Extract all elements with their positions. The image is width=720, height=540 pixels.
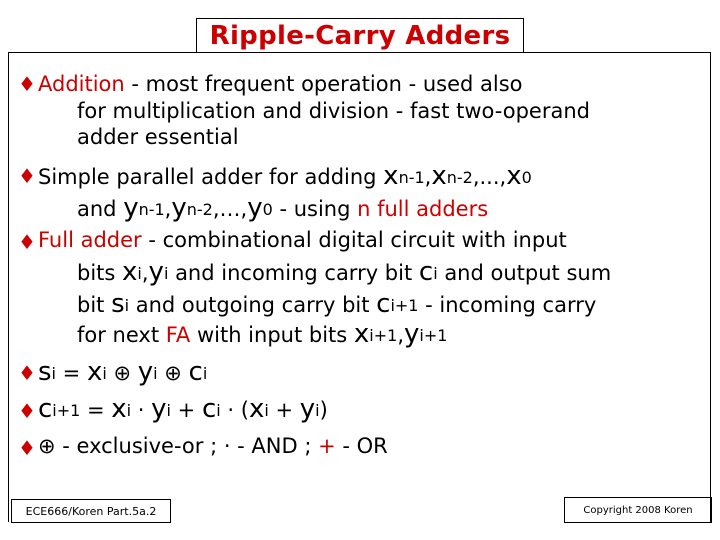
bullet-1-diamond-icon: ♦: [18, 72, 36, 96]
equation-sum: si = xi ⊕ yi ⊕ ci: [38, 357, 208, 387]
term-fa: FA: [165, 323, 191, 347]
bullet-3-line-4: for next FA with input bits xi+1,yi+1: [77, 319, 448, 349]
bullet-1-line-2: for multiplication and division - fast two-operand: [77, 99, 590, 123]
operator-legend: ⊕ - exclusive-or ; · - AND ; + - OR: [38, 434, 388, 458]
bullet-5-diamond-icon: ♦: [18, 399, 36, 423]
bullet-3-line-3: bit si and outgoing carry bit ci+1 - incoming carry: [77, 289, 597, 319]
footer-copyright: Copyright 2008 Koren: [564, 497, 712, 523]
title-box: [196, 18, 524, 53]
slide-title: Ripple-Carry Adders: [209, 21, 511, 51]
bullet-3-diamond-icon: ♦: [18, 230, 36, 254]
term-full-adder: Full adder: [38, 228, 142, 252]
equation-carry: ci+1 = xi · yi + ci · (xi + yi): [38, 394, 328, 424]
bullet-4-diamond-icon: ♦: [18, 361, 36, 385]
bullet-2-diamond-icon: ♦: [18, 164, 36, 188]
bullet-2-line-1: Simple parallel adder for adding xn-1,xn-2,...,x0: [38, 161, 532, 191]
bullet-3-line-2: bits xi,yi and incoming carry bit ci and output sum: [77, 257, 612, 287]
slide-frame-right: [710, 52, 711, 522]
slide-frame-left: [8, 52, 9, 522]
bullet-1-line-1: Addition - most frequent operation - used also: [38, 72, 523, 96]
footer-course-label: ECE666/Koren Part.5a.2: [11, 499, 171, 523]
bullet-2-line-2: and yn-1,yn-2,…,y0 - using n full adders: [77, 193, 489, 223]
bullet-3-line-1: Full adder - combinational digital circuit with input: [38, 228, 567, 252]
term-addition: Addition: [38, 72, 125, 96]
bullet-1-line-3: adder essential: [77, 125, 239, 149]
plus-symbol: +: [318, 434, 336, 458]
term-n-full-adders: n full adders: [357, 197, 489, 221]
bullet-6-diamond-icon: ♦: [18, 436, 36, 460]
